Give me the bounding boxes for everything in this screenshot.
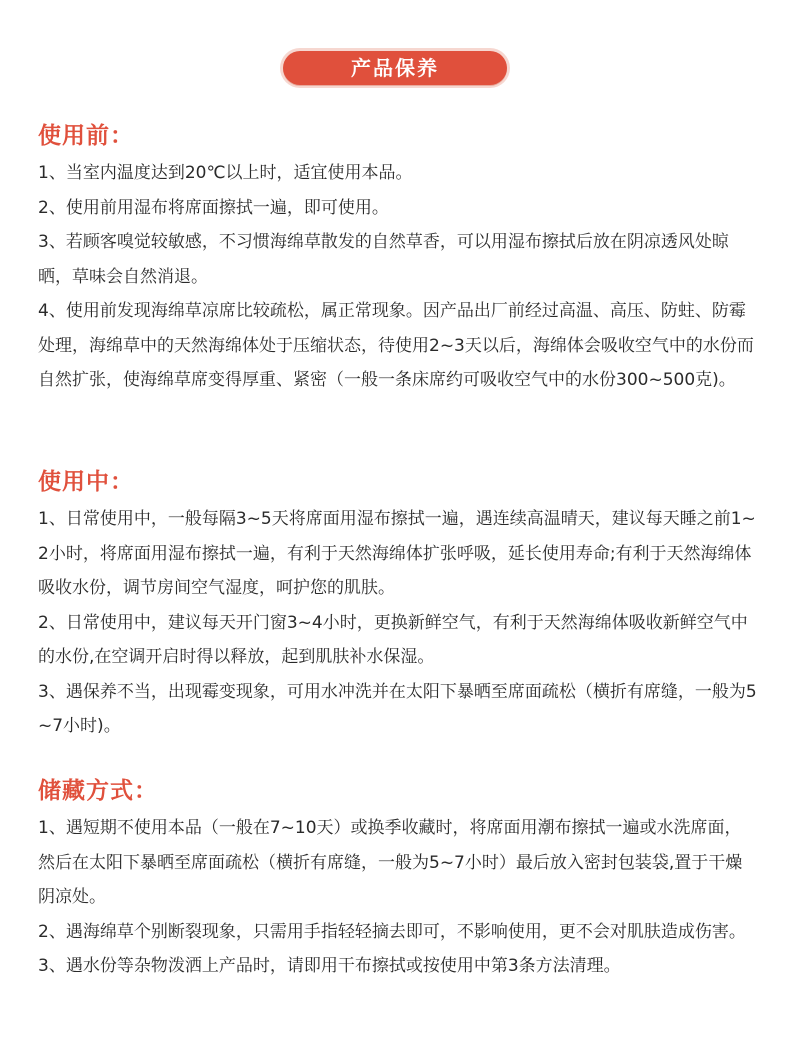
list-item: 2、遇海绵草个别断裂现象，只需用手指轻轻摘去即可，不影响使用，更不会对肌肤造成伤害。 — [38, 921, 746, 942]
section-storage — [38, 771, 758, 984]
list-item: 2、日常使用中，建议每天开门窗3~4小时，更换新鲜空气，有利于天然海绵体吸收新鲜空气中的水份,在空调开启时得以释放，起到肌肤补水保湿。 — [38, 612, 748, 667]
section-before-use — [38, 116, 758, 398]
section-heading: 使用中： — [38, 469, 134, 495]
list-item: 3、若顾客嗅觉较敏感，不习惯海绵草散发的自然草香，可以用湿布擦拭后放在阴凉透风处晾晒，草味会自然消退。 — [38, 232, 729, 287]
section-heading: 使用前： — [38, 123, 134, 149]
list-item: 3、遇水份等杂物泼洒上产品时，请即用干布擦拭或按使用中第3条方法清理。 — [38, 956, 621, 976]
list-item: 1、当室内温度达到20℃以上时，适宜使用本品。 — [38, 163, 413, 183]
title-banner — [0, 51, 790, 85]
section-during-use — [38, 462, 758, 744]
list-item: 2、使用前用湿布将席面擦拭一遍，即可使用。 — [38, 197, 389, 218]
page-title: 产品保养 — [283, 51, 507, 85]
list-item: 1、遇短期不使用本品（一般在7~10天）或换季收藏时，将席面用潮布擦拭一遍或水洗席面，然后在太阳下暴晒至席面疏松（横折有席缝，一般为5~7小时）最后放入密封包装袋,置于干燥阴凉处。 — [38, 818, 743, 907]
list-item: 1、日常使用中，一般每隔3~5天将席面用湿布擦拭一遍，遇连续高温晴天，建议每天睡之前1~2小时，将席面用湿布擦拭一遍，有利于天然海绵体扩张呼吸，延长使用寿命;有利于天然海绵体吸收水份，调节房间空气湿度，呵护您的肌肤。 — [38, 509, 756, 598]
list-item: 4、使用前发现海绵草凉席比较疏松，属正常现象。因产品出厂前经过高温、高压、防蛀、防霉处理，海绵草中的天然海绵体处于压缩状态，待使用2~3天以后，海绵体会吸收空气中的水份而自然扩张，使海绵草席变得厚重、紧密（一般一条床席约可吸收空气中的水份300~500克)。 — [38, 301, 754, 390]
section-heading: 储藏方式： — [38, 778, 158, 804]
list-item: 3、遇保养不当，出现霉变现象，可用水冲洗并在太阳下暴晒至席面疏松（横折有席缝，一般为5~7小时)。 — [38, 681, 757, 736]
